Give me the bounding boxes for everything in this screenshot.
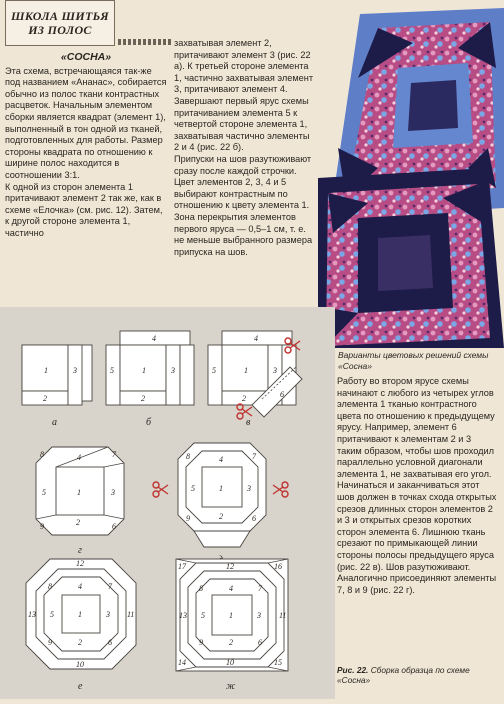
piece-number: 1 [142,366,146,375]
piece-number: 2 [76,518,80,527]
piece-number: 9 [40,522,44,531]
diagram-label: г [78,545,82,556]
diagram-a [22,345,92,428]
piece-number: 7 [108,582,112,591]
piece-number: 4 [77,453,81,462]
diagram-zh [176,559,288,692]
diagram-b [106,331,194,428]
piece-number: 2 [78,638,82,647]
diagram-label: а [52,417,57,428]
piece-number: 4 [254,334,258,343]
assembly-diagrams [0,307,335,699]
piece-number: 1 [78,610,82,619]
piece-number: 11 [127,610,135,619]
piece-number: 9 [48,638,52,647]
piece-number: 17 [178,562,186,571]
piece-number: 2 [141,394,145,403]
piece-number: 5 [191,484,195,493]
piece-number: 11 [279,611,287,620]
piece-number: 4 [78,582,82,591]
piece-number: 6 [112,522,116,531]
piece-number: 15 [274,658,282,667]
diagram-label: е [78,681,83,692]
section-header [5,0,115,46]
piece-number: 3 [273,366,277,375]
piece-number: 6 [258,638,262,647]
text-column-2 [174,38,316,258]
piece-number: 3 [111,488,115,497]
piece-number: 6 [252,514,256,523]
piece-number: 10 [226,658,234,667]
piece-number: 3 [171,366,175,375]
piece-number: 4 [219,455,223,464]
paragraph: Припуски на шов разутюживают сразу после каждой строчки. Цвет элементов 2, 3, 4 и 5 выбирают контрастным по отношению к цвету элемента 1. Зона перекрытия элементов первого яруса — 0,5–1 см, т. е. не меньше выбранного размера припуска на шов. [174,153,313,257]
piece-number: 13 [28,610,36,619]
scissors-icon [153,482,168,497]
piece-number: 5 [212,366,216,375]
piece-number: 6 [280,390,284,399]
diagram-c [208,331,302,428]
piece-number: 10 [76,660,84,669]
piece-number: 5 [50,610,54,619]
diagram-d [153,443,288,566]
header-line-1: ШКОЛА ШИТЬЯ [11,9,109,23]
piece-number: 2 [219,512,223,521]
piece-number: 1 [219,484,223,493]
article-title: «СОСНА» [60,51,112,63]
diagram-e [26,559,136,692]
paragraph: Работу во втором ярусе схемы начинают с любого из четырех углов элемента 1 тканью контрастного цвета по отношению к предыдущему ярусу. Например, элемент 6 притачивают к элементам 2 и 3 таким образом, чтобы шов проходил параллельно условной диагонали элемента 1, не захватывая его угол. Начинаться и заканчиваться этот шов должен в точках схода открытых срезов длинных сторон элементов 2 и 3 и открытых срезов коротких сторон элемента 6. Лишнюю ткань срезают по примыкающей линии стороны полосы предыдущего яруса (рис. 22 в). Шов разутюживают. Аналогично присоединяют элементы 7, 8 и 9 (рис. 22 г). [337,376,497,595]
piece-number: 2 [242,394,246,403]
piece-number: 12 [76,559,84,568]
piece-number: 3 [257,611,261,620]
scissors-icon [273,482,288,497]
piece-number: 9 [199,638,203,647]
piece-number: 6 [108,638,112,647]
piece-number: 3 [73,366,77,375]
piece-number: 2 [43,394,47,403]
piece-number: 9 [186,514,190,523]
piece-number: 1 [77,488,81,497]
piece-number: 16 [274,562,282,571]
header-line-2: ИЗ ПОЛОС [28,23,92,37]
piece-number: 8 [40,450,44,459]
piece-number: 8 [186,452,190,461]
text-column-1 [5,52,167,240]
piece-number: 8 [199,584,203,593]
figure-caption [337,665,502,686]
piece-number: 7 [112,450,116,459]
figure-number: Рис. 22. [337,665,369,675]
piece-number: 2 [229,638,233,647]
photo-caption: Варианты цветовых решений схемы «Сосна» [338,350,489,371]
piece-number: 4 [152,334,156,343]
piece-number: 13 [179,611,187,620]
piece-number: 3 [106,610,110,619]
piece-number: 5 [201,611,205,620]
diagram-label: б [146,417,152,428]
piece-number: 7 [258,584,262,593]
diagram-g [36,447,124,556]
header-ornament [118,39,173,45]
piece-number: 8 [48,582,52,591]
piece-number: 4 [229,584,233,593]
paragraph: Эта схема, встречающаяся так-же под названием «Ананас», собирается обычно из полос ткани контрастных расцветок. Начальным элементом сборки является квадрат (элемент 1), выполненный в тон одной из тканей, подготовленных для работы. Размер стороны квадрата по отношению к ширине полос находится в соотношении 3:1. [5,65,167,180]
piece-number: 12 [226,562,234,571]
piece-number: 5 [110,366,114,375]
piece-number: 14 [178,658,186,667]
paragraph: захватывая элемент 2, притачивают элемент 3 (рис. 22 а). К третьей стороне элемента 1, частично захватывая элемент 3, притачивают элемент 4. Завершают первый ярус схемы притачиванием элемента 5 к четвертой стороне элемента 1, захватывая частично элементы 2 и 4 (рис. 22 б). [174,38,314,153]
piece-number: 1 [44,366,48,375]
piece-number: 1 [229,611,233,620]
quilt-photo [318,8,504,348]
diagram-label: в [246,417,251,428]
text-column-3 [337,376,497,596]
diagram-label: ж [226,681,236,692]
piece-number: 3 [247,484,251,493]
figure-caption-text: Сборка образца по схеме «Сосна» [337,665,470,686]
piece-number: 5 [42,488,46,497]
piece-number: 1 [244,366,248,375]
piece-number: 7 [252,452,256,461]
paragraph: К одной из сторон элемента 1 притачивают элемент 2 так же, как в схеме «Елочка» (см. рис. 12). Затем, к другой стороне элемента 1, частично [5,181,163,238]
